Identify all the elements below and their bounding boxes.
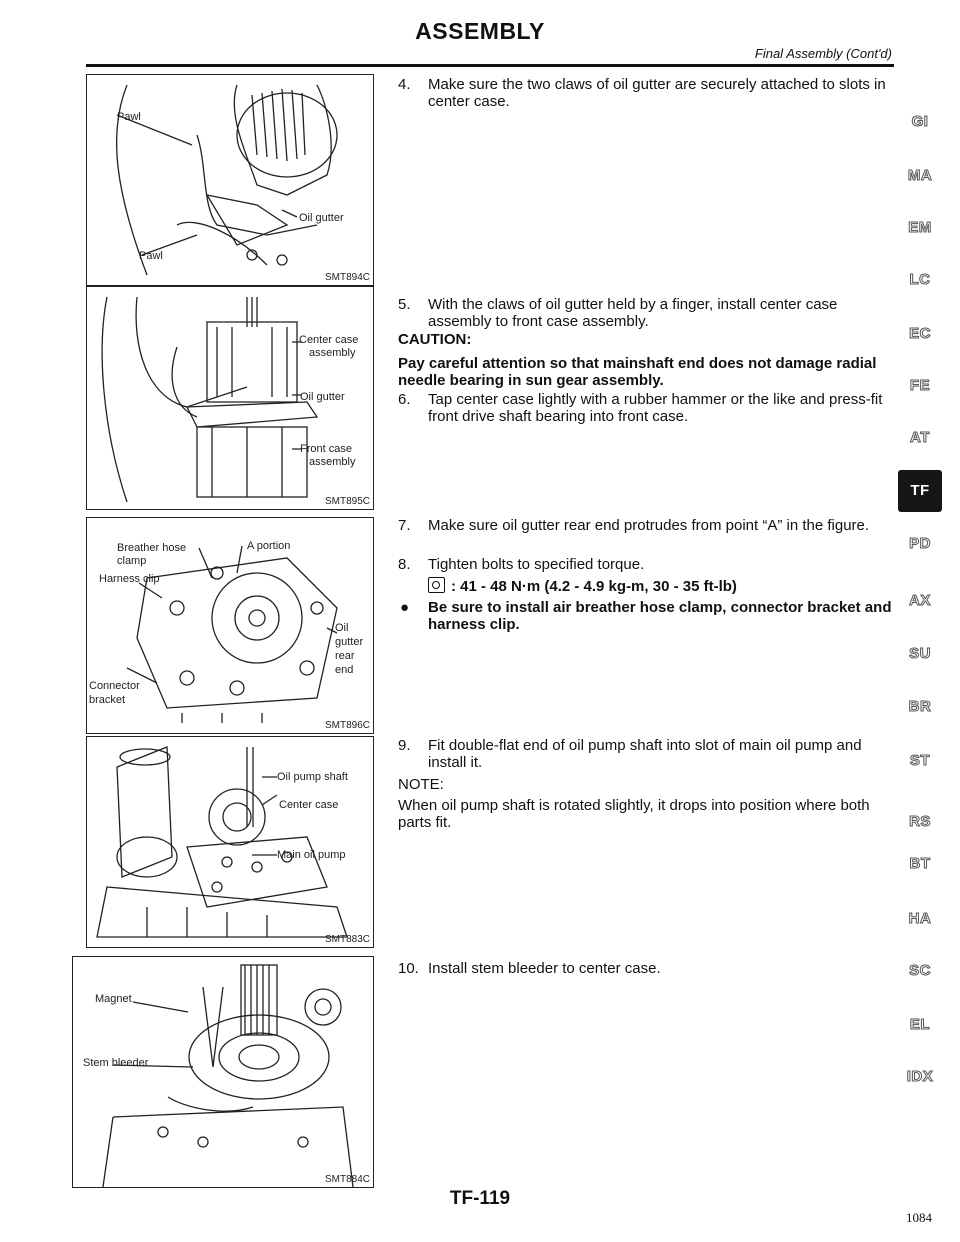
step-number: 10. [398,960,419,977]
step-9 [398,737,898,771]
bullet-dot-icon: ● [400,599,410,616]
figure-label: Breather hose [117,542,187,554]
section-tab-em[interactable]: EM [908,219,932,236]
figure-label: clamp [117,555,147,567]
section-tab-br[interactable]: BR [908,698,932,715]
page-number-label: TF-119 [449,1188,511,1209]
section-tab-tf[interactable]: TF [898,470,942,512]
figure-label: end [335,664,354,676]
illustration-oil-pump [87,737,373,947]
step-text: Install stem bleeder to center case. [428,960,661,977]
page-title: ASSEMBLY [415,18,545,44]
figure-stem-bleeder [72,956,374,1188]
figure-code: SMT884C [324,1174,370,1185]
step-number: 4. [398,76,411,93]
section-tab-ax[interactable]: AX [909,592,931,609]
section-tab-ma[interactable]: MA [907,167,933,184]
section-tab-ec[interactable]: EC [909,325,931,342]
step-number: 9. [398,737,411,754]
section-tab-rs[interactable]: RS [909,813,931,830]
torque-spec [428,577,737,595]
bullet-note [398,599,898,633]
step-text: With the claws of oil gutter held by a finger, install center case assembly to front case assembly. [428,296,838,330]
torque-wrench-icon [428,577,445,593]
figure-label: Stem bleeder [83,1057,149,1069]
step-text: Fit double-flat end of oil pump shaft into slot of main oil pump and install it. [428,737,862,771]
section-tab-gi[interactable]: GI [911,113,929,130]
step-10 [398,960,898,977]
figure-label: Center case [279,799,339,811]
step-text: Make sure oil gutter rear end protrudes from point “A” in the figure. [428,517,870,534]
figure-label: A portion [247,540,291,552]
figure-label: Oil gutter [300,391,345,403]
section-tab-su[interactable]: SU [909,645,931,662]
section-tab-bt[interactable]: BT [909,855,931,872]
step-6 [398,391,898,425]
step-number: 8. [398,556,411,573]
figure-oil-gutter-claws [86,74,374,286]
step-4 [398,76,898,110]
figure-label: rear [335,650,355,662]
step-number: 6. [398,391,411,408]
figure-center-case-install [86,286,374,510]
note-label: NOTE: [398,776,444,793]
figure-label: assembly [309,347,356,359]
step-7 [398,517,898,534]
header-rule [86,64,894,67]
section-tab-sc[interactable]: SC [909,962,931,979]
section-tab-at[interactable]: AT [910,429,930,446]
figure-label: Connector [89,680,140,692]
page-subtitle: Final Assembly (Cont'd) [754,46,892,61]
torque-value: : 41 - 48 N·m (4.2 - 4.9 kg-m, 30 - 35 ft-lb) [451,578,737,595]
figure-label: Center case [299,334,359,346]
figure-oil-gutter-rear-end [86,517,374,734]
figure-label: assembly [309,456,356,468]
figure-code: SMT894C [324,272,370,283]
sheet-number: 1084 [906,1210,932,1225]
section-tab-fe[interactable]: FE [909,377,931,394]
figure-label: Front case [300,443,352,455]
section-tab-el[interactable]: EL [909,1016,931,1033]
caution-text: Pay careful attention so that mainshaft end does not damage radial needle bearing in sun gear assembly. [398,355,877,389]
section-tab-ha[interactable]: HA [908,910,932,927]
figure-label: Main oil pump [277,849,346,861]
section-tab-lc[interactable]: LC [909,271,931,288]
figure-label: Oil [335,622,349,634]
figure-oil-pump-shaft [86,736,374,948]
step-text: Tap center case lightly with a rubber hammer or the like and press-fit front drive shaft bearing into front case. [428,391,883,425]
bullet-text: Be sure to install air breather hose clamp, connector bracket and harness clip. [428,599,892,633]
figure-label: Pawl [139,250,163,262]
note-text: When oil pump shaft is rotated slightly, it drops into position where both parts fit. [398,797,870,831]
step-text: Tighten bolts to specified torque. [428,556,645,573]
step-text: Make sure the two claws of oil gutter are securely attached to slots in center case. [428,76,886,110]
illustration-oil-gutter [87,75,373,285]
illustration-stem-bleeder [73,957,373,1187]
figure-code: SMT895C [324,496,370,507]
section-tab-pd[interactable]: PD [909,535,931,552]
figure-code: SMT883C [324,934,370,945]
caution-label: CAUTION: [398,331,472,348]
figure-label: Oil gutter [299,212,344,224]
figure-code: SMT896C [324,720,370,731]
section-tab-idx[interactable]: IDX [906,1068,934,1085]
figure-label: gutter [335,636,364,648]
step-5 [398,296,898,330]
figure-label: Magnet [95,993,132,1005]
figure-label: bracket [89,694,126,706]
step-number: 5. [398,296,411,313]
step-8 [398,556,898,573]
figure-label: Oil pump shaft [277,771,348,783]
figure-label: Pawl [117,111,141,123]
step-number: 7. [398,517,411,534]
section-tab-st[interactable]: ST [909,752,931,769]
figure-label: Harness clip [99,573,160,585]
